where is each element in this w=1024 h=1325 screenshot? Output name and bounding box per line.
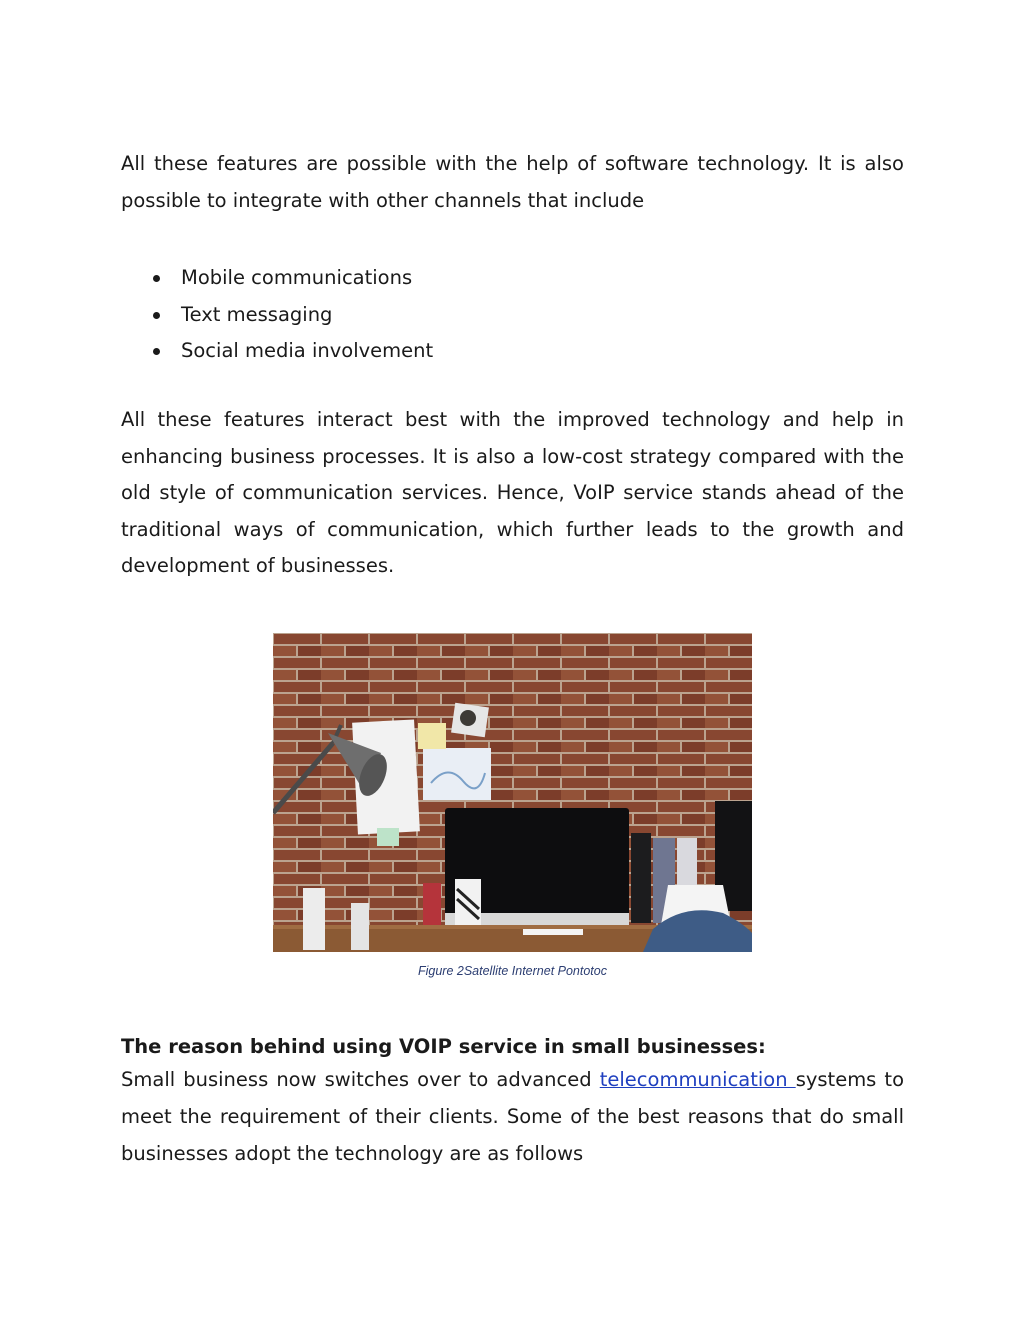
bullet-icon [153,312,160,319]
telecommunication-link[interactable]: telecommunication [599,1068,796,1091]
bullet-icon [153,275,160,282]
bullet-icon [153,348,160,355]
intro-paragraph: All these features are possible with the help of software technology. It is also possible to integrate with other channels that include [121,152,904,212]
list-item: Mobile communications [121,260,433,297]
list-item: Text messaging [121,297,433,334]
figure-caption: Figure 2Satellite Internet Pontotoc [417,964,607,978]
office-desk-photo [273,633,752,952]
section-heading: The reason behind using VOIP service in small businesses: [121,1035,766,1058]
features-paragraph: All these features interact best with the improved technology and help in enhancing business processes. It is also a low-cost strategy compared with the old style of communication services. Hence, VoIP service stands ahead of the traditional ways of communication, which further leads to the growth and development of businesses. [121,408,904,578]
channel-list [121,260,433,370]
office-desk-illustration [273,633,752,952]
list-item: Social media involvement [121,333,433,370]
section-paragraph: Small business now switches over to advanced telecommunication systems to meet the requirement of their clients. Some of the best reasons that do small businesses adopt the technology are as follows [121,1068,905,1165]
